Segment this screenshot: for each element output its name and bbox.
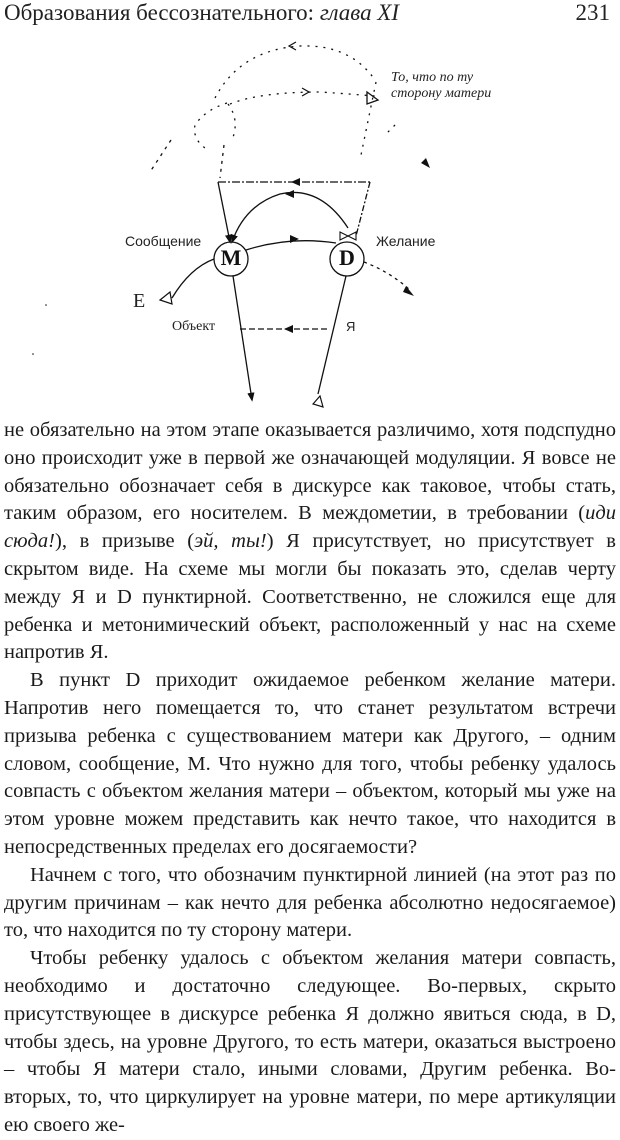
ego-label: Я <box>346 319 356 334</box>
chapter-title <box>4 0 399 28</box>
paragraph-1 <box>4 417 616 667</box>
text-segment: Чтобы ребенку удалось с объектом желания матери совпасть, необходимо и достаточно следующее. Во-первых, скрыто присутствующее в дискурсе ребенка Я должно явиться сюда, в D, чтобы здесь, на уровне Другого, то есть матери, оказаться выстроено – чтобы Я матери стало, иными словами, Другим ребенка. Во-вторых, то, что циркулирует на уровне матери, по мере артикуляции ею своего же- <box>4 947 616 1136</box>
paragraph-2 <box>4 667 616 862</box>
graph-of-desire-diagram <box>0 30 620 415</box>
chapter-title-regular: Образования бессознательного: <box>4 0 320 25</box>
beyond-mother-label-line2: сторону матери <box>391 86 492 101</box>
italic-segment: иди сюда! <box>4 502 616 553</box>
diagram-lines <box>0 30 620 415</box>
chapter-title-italic: глава XI <box>319 0 400 25</box>
message-label: Сообщение <box>125 233 202 249</box>
text-segment: Начнем с того, что обозначим пунктирной линией (на этот раз по другим причинам – как нечто для ребенка абсолютно недосягаемое) то, что находится по ту сторону матери. <box>4 863 616 942</box>
node-m: M <box>220 245 242 270</box>
body-text <box>4 417 616 1140</box>
object-label: Объект <box>172 319 216 334</box>
running-head <box>4 0 610 30</box>
text-segment: В пункт D приходит ожидаемое ребенком желание матери. Напротив него помещается то, что станет результатом встречи призыва ребенка с существованием матери как Другого, – одним словом, сообщение, M. Что нужно для того, чтобы ребенку удалось совпасть с объектом желания матери – объектом, который мы уже на этом уровне можем представить как нечто такое, что находится в непосредственных пределах его досягаемости? <box>4 669 616 858</box>
paragraph-3 <box>4 862 616 945</box>
text-segment: не обязательно на этом этапе оказывается различимо, хотя подспудно оно происходит уже в первой же означающей модуляции. Я вовсе не обязательно обозначает себя в дискурсе как таковое, чтобы стать, таким образом, его носителем. В междометии, в требовании ( <box>4 419 616 525</box>
desire-label: Желание <box>376 233 436 249</box>
text-segment: ), в призыве ( <box>55 530 195 553</box>
page-number: 231 <box>575 0 610 25</box>
node-d: D <box>339 245 355 270</box>
italic-segment: эй, ты! <box>194 530 267 553</box>
e-label: E <box>133 290 146 312</box>
paragraph-4 <box>4 945 616 1140</box>
beyond-mother-label-line1: То, что по ту <box>391 70 474 85</box>
beyond-mother-label <box>391 70 491 102</box>
text-segment: ) Я присутствует, но присутствует в скрытом виде. На схеме мы могли бы показать это, сделав черту между Я и D пунктирной. Соответственно, не сложился еще для ребенка и метонимический объект, расположенный у нас на схеме напротив Я. <box>4 530 616 664</box>
